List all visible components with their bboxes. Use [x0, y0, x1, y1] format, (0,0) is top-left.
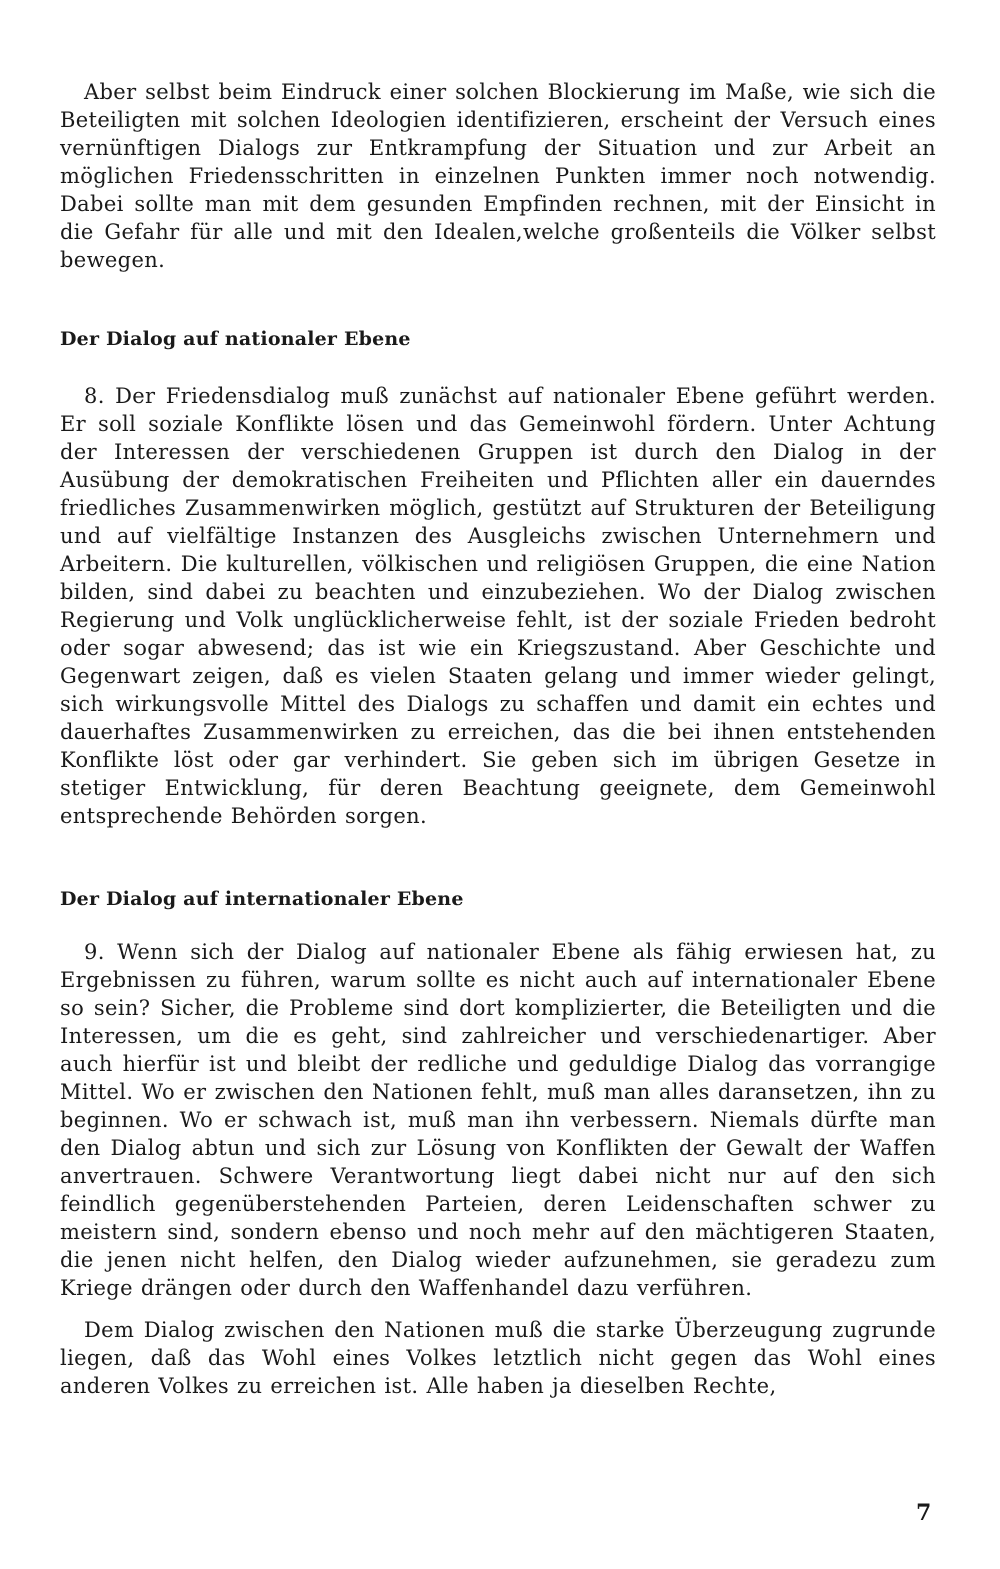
document-page	[60, 78, 936, 1400]
paragraph-section-8: 8. Der Friedensdialog muß zunächst auf nationaler Ebene geführt werden. Er soll soziale Konflikte lösen und das Gemeinwohl fördern. Unter Achtung der Interessen der verschiedenen Gruppen ist durch den Dialog in der Ausübung der demokratischen Freiheiten und Pflichten aller ein dauerndes friedliches Zusammenwirken möglich, gestützt auf Strukturen der Beteiligung und auf vielfältige Instanzen des Ausgleichs zwischen Unternehmern und Arbeitern. Die kulturellen, völkischen und religiösen Gruppen, die eine Nation bilden, sind dabei zu beachten und einzubeziehen. Wo der Dialog zwischen Regierung und Volk unglücklicherweise fehlt, ist der soziale Frieden bedroht oder sogar abwesend; das ist wie ein Kriegszustand. Aber Geschichte und Gegenwart zeigen, daß es vielen Staaten gelang und immer wieder gelingt, sich wirkungsvolle Mittel des Dialogs zu schaffen und damit ein echtes und dauerhaftes Zusammenwirken zu erreichen, das die bei ihnen entstehenden Konflikte löst oder gar verhindert. Sie geben sich im übrigen Gesetze in stetiger Entwicklung, für deren Beachtung geeignete, dem Gemeinwohl entsprechende Behörden sorgen.	[60, 384, 936, 828]
paragraph-nations-dialog: Dem Dialog zwischen den Nationen muß die starke Überzeugung zugrunde liegen, daß das Wohl eines Volkes letztlich nicht gegen das Wohl eines anderen Volkes zu erreichen ist. Alle haben ja dieselben Rechte,	[60, 1318, 936, 1398]
section-heading-national: Der Dialog auf nationaler Ebene	[60, 328, 411, 350]
paragraph-intro: Aber selbst beim Eindruck einer solchen Blockierung im Maße, wie sich die Beteiligten mit solchen Ideologien identifizieren, erscheint der Versuch eines vernünftigen Dialogs zur Entkrampfung der Situation und zur Arbeit an möglichen Friedensschritten in einzelnen Punkten immer noch notwendig. Dabei sollte man mit dem gesunden Empfinden rechnen, mit der Einsicht in die Gefahr für alle und mit den Idealen,welche großenteils die Völker selbst bewegen.	[60, 80, 936, 272]
section-heading-international: Der Dialog auf internationaler Ebene	[60, 888, 464, 910]
page-number: 7	[916, 1500, 932, 1526]
paragraph-section-9: 9. Wenn sich der Dialog auf nationaler Ebene als fähig erwiesen hat, zu Ergebnissen zu führen, warum sollte es nicht auch auf internationaler Ebene so sein? Sicher, die Probleme sind dort komplizierter, die Beteiligten und die Interessen, um die es geht, sind zahlreicher und verschiedenartiger. Aber auch hierfür ist und bleibt der redliche und geduldige Dialog das vorrangige Mittel. Wo er zwischen den Nationen fehlt, muß man alles daransetzen, ihn zu beginnen. Wo er schwach ist, muß man ihn verbessern. Niemals dürfte man den Dialog abtun und sich zur Lösung von Konflikten der Gewalt der Waffen anvertrauen. Schwere Verantwortung liegt dabei nicht nur auf den sich feindlich gegenüberstehenden Parteien, deren Leidenschaften schwer zu meistern sind, sondern ebenso und noch mehr auf den mächtigeren Staaten, die jenen nicht helfen, den Dialog wieder aufzunehmen, sie geradezu zum Kriege drängen oder durch den Waffenhandel dazu verführen.	[60, 940, 936, 1300]
